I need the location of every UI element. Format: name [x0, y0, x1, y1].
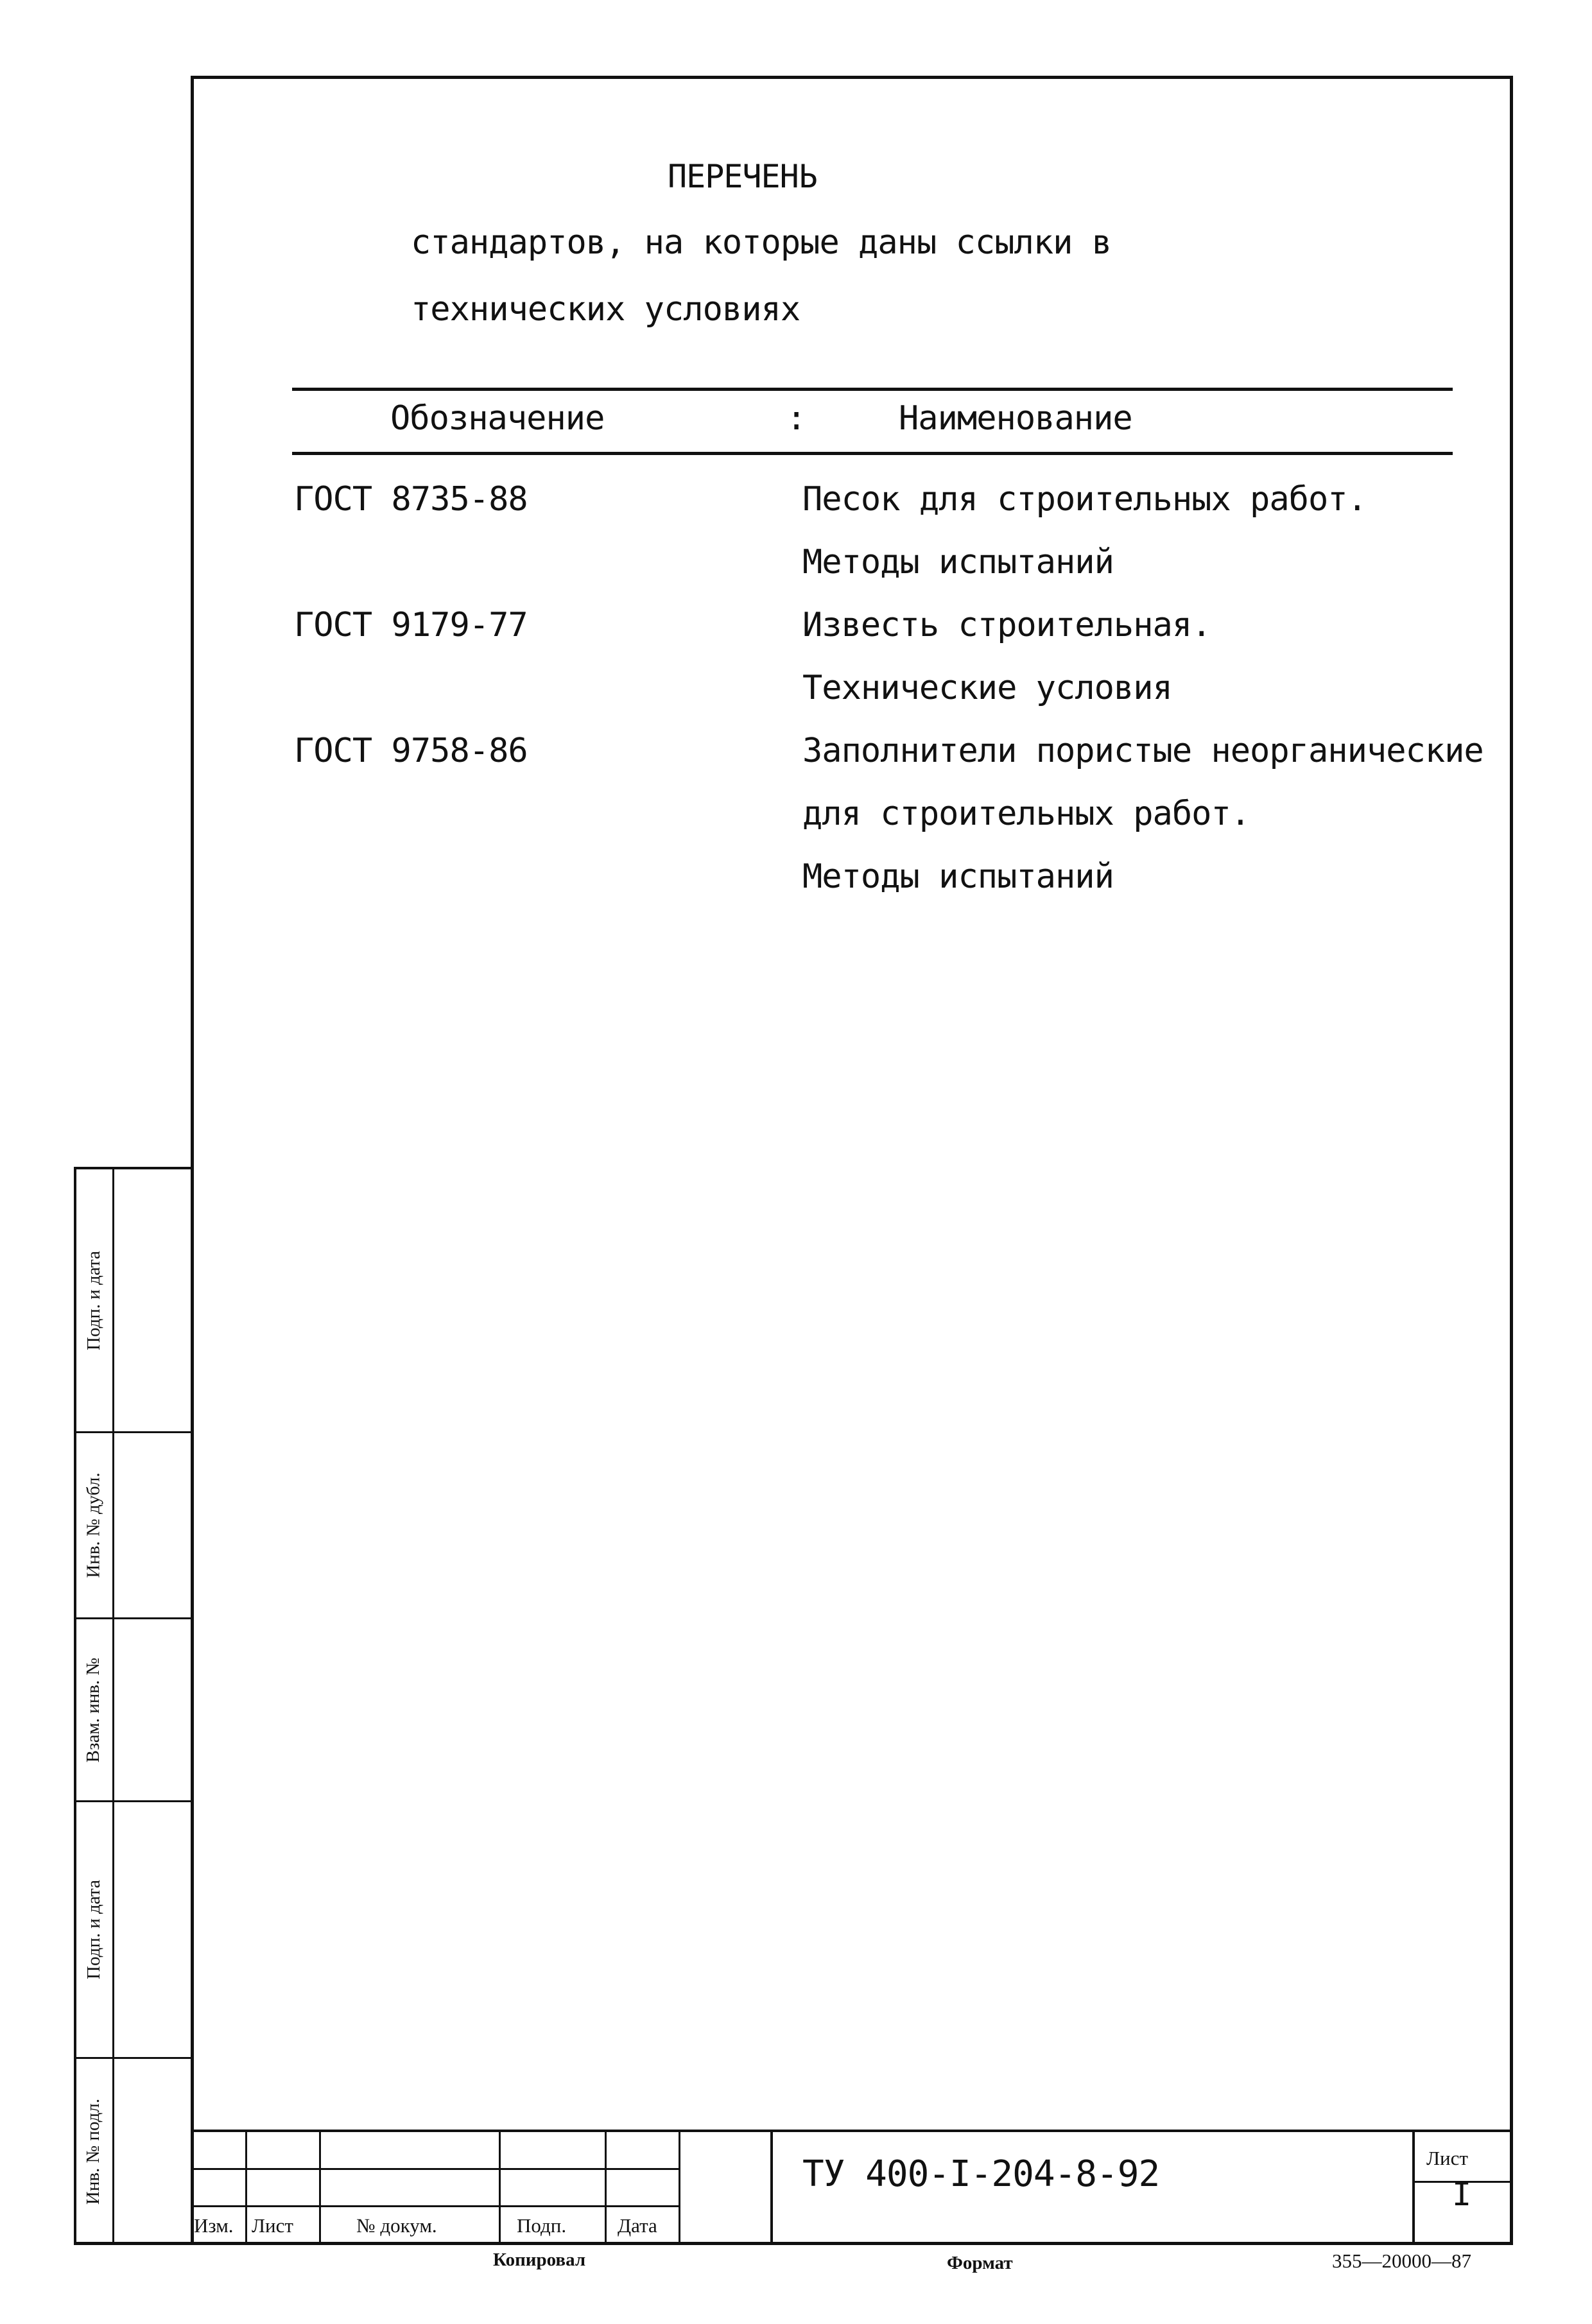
side-cell-replacement-inv [74, 1619, 114, 1800]
column-header-separator: : [786, 399, 806, 438]
frame-right-border [1510, 76, 1513, 2245]
side-cell-sign-date-2 [74, 1802, 114, 2057]
row-2-name-line-2: Технические условия [802, 669, 1172, 707]
row-3-name-line-3: Методы испытаний [802, 857, 1114, 896]
title-block-col-divider-4 [605, 2130, 607, 2245]
row-2-name-line-1: Известь строительная. [802, 606, 1211, 644]
side-label-sign-date-1: Подп. и дата [83, 1250, 104, 1350]
row-1-name-line-2: Методы испытаний [802, 543, 1114, 581]
frame-top-border [191, 76, 1513, 79]
table-header-bottom-rule [292, 452, 1453, 455]
title-block-sheet-divider [1412, 2130, 1415, 2245]
side-label-replacement-inv: Взам. инв. № [83, 1657, 104, 1762]
title-block-col-change: Изм. [194, 2214, 234, 2237]
title-block-top-rule [191, 2130, 1513, 2132]
document-subtitle-line-1: стандартов, на которые даны ссылки в [411, 223, 1112, 262]
row-3-name-line-1: Заполнители пористые неорганические [802, 732, 1484, 770]
row-3-name-line-2: для строительных работ. [802, 795, 1250, 833]
footer-print-code: 355—20000—87 [1332, 2250, 1471, 2272]
side-label-duplicate-inv: Инв. № дубл. [83, 1472, 104, 1578]
row-3-designation: ГОСТ 9758-86 [294, 732, 528, 770]
footer-format: Формат [947, 2253, 1013, 2273]
side-cell-sign-date-1 [74, 1169, 114, 1431]
table-header-top-rule [292, 388, 1453, 391]
side-label-original-inv: Инв. № подл. [83, 2098, 104, 2205]
column-header-name: Наименование [899, 399, 1132, 438]
title-block-col-date: Дата [618, 2214, 657, 2237]
side-label-sign-date-2: Подп. и дата [83, 1880, 104, 1979]
frame-bottom-border [74, 2242, 1513, 2245]
sheet-number: I [1452, 2176, 1472, 2213]
document-title: ПЕРЕЧЕНЬ [668, 158, 817, 195]
title-block-row-rule-1 [191, 2168, 680, 2170]
side-cell-duplicate-inv [74, 1433, 114, 1617]
title-block-col-divider-1 [245, 2130, 247, 2245]
title-block-code-divider [770, 2130, 773, 2245]
document-code: ТУ 400-I-204-8-92 [802, 2153, 1160, 2195]
frame-left-border [191, 76, 194, 2245]
row-2-designation: ГОСТ 9179-77 [294, 606, 528, 644]
title-block-row-rule-2 [191, 2205, 680, 2207]
sheet-label: Лист [1426, 2147, 1468, 2169]
title-block-col-divider-3 [499, 2130, 501, 2245]
footer-copied: Копировал [493, 2250, 586, 2270]
column-header-designation: Обозначение [390, 399, 605, 438]
side-cell-original-inv [74, 2059, 114, 2244]
title-block-col-signature: Подп. [517, 2214, 567, 2237]
title-block-col-divider-2 [319, 2130, 321, 2245]
row-1-name-line-1: Песок для строительных работ. [802, 480, 1367, 519]
title-block-col-sheet: Лист [252, 2214, 293, 2237]
title-block-col-document-no: № докум. [356, 2214, 437, 2237]
document-subtitle-line-2: технических условиях [411, 290, 800, 329]
title-block-col-divider-5 [679, 2130, 680, 2245]
row-1-designation: ГОСТ 8735-88 [294, 480, 528, 519]
